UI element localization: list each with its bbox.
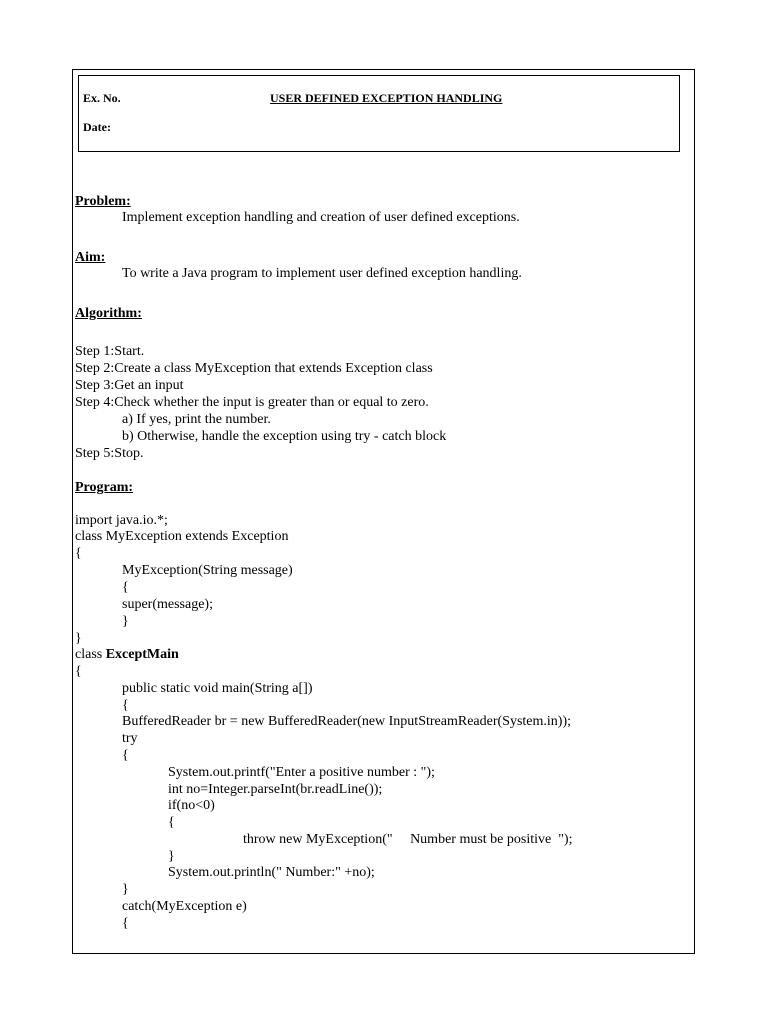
code-line: try xyxy=(122,731,138,746)
code-line: int no=Integer.parseInt(br.readLine()); xyxy=(168,782,383,797)
code-line: System.out.println(" Number:" +no); xyxy=(168,865,375,880)
code-line: { xyxy=(75,546,82,561)
problem-text: Implement exception handling and creation of user defined exceptions. xyxy=(122,210,520,225)
code-line: throw new MyException(" Number must be positive "); xyxy=(243,832,573,847)
code-line: public static void main(String a[]) xyxy=(122,681,313,696)
code-keyword-class: class xyxy=(75,647,106,662)
aim-text: To write a Java program to implement user defined exception handling. xyxy=(122,266,522,281)
code-line: } xyxy=(122,882,129,897)
code-line: import java.io.*; xyxy=(75,513,168,528)
algorithm-heading: Algorithm: xyxy=(75,306,142,321)
aim-heading: Aim: xyxy=(75,250,106,265)
ex-no-label: Ex. No. xyxy=(83,91,121,105)
algorithm-step: Step 5:Stop. xyxy=(75,446,144,461)
algorithm-substep: a) If yes, print the number. xyxy=(122,412,271,427)
code-line: { xyxy=(168,815,175,830)
code-line: } xyxy=(122,614,129,629)
code-line: { xyxy=(122,698,129,713)
code-line: BufferedReader br = new BufferedReader(new InputStreamReader(System.in)); xyxy=(122,714,571,729)
code-line: { xyxy=(75,664,82,679)
code-line: { xyxy=(122,580,129,595)
page-title: USER DEFINED EXCEPTION HANDLING xyxy=(270,91,503,105)
code-classname: ExceptMain xyxy=(105,647,179,662)
algorithm-step: Step 3:Get an input xyxy=(75,378,184,393)
code-line: catch(MyException e) xyxy=(122,899,247,914)
date-label: Date: xyxy=(83,120,111,134)
code-line: } xyxy=(168,849,175,864)
code-line xyxy=(75,646,179,663)
algorithm-substep: b) Otherwise, handle the exception using try - catch block xyxy=(122,429,447,444)
algorithm-step: Step 2:Create a class MyException that extends Exception class xyxy=(75,361,433,376)
code-line: if(no<0) xyxy=(168,798,215,813)
program-heading: Program: xyxy=(75,480,134,495)
algorithm-step: Step 1:Start. xyxy=(75,344,145,359)
code-line: super(message); xyxy=(122,597,213,612)
code-line: { xyxy=(122,748,129,763)
code-line: System.out.printf("Enter a positive number : "); xyxy=(168,765,435,780)
code-line: } xyxy=(75,631,82,646)
header-box xyxy=(78,75,680,152)
algorithm-step: Step 4:Check whether the input is greater than or equal to zero. xyxy=(75,395,429,410)
problem-heading: Problem: xyxy=(75,194,131,209)
code-line: class MyException extends Exception xyxy=(75,529,289,544)
code-line: { xyxy=(122,916,129,931)
code-line: MyException(String message) xyxy=(122,563,293,578)
